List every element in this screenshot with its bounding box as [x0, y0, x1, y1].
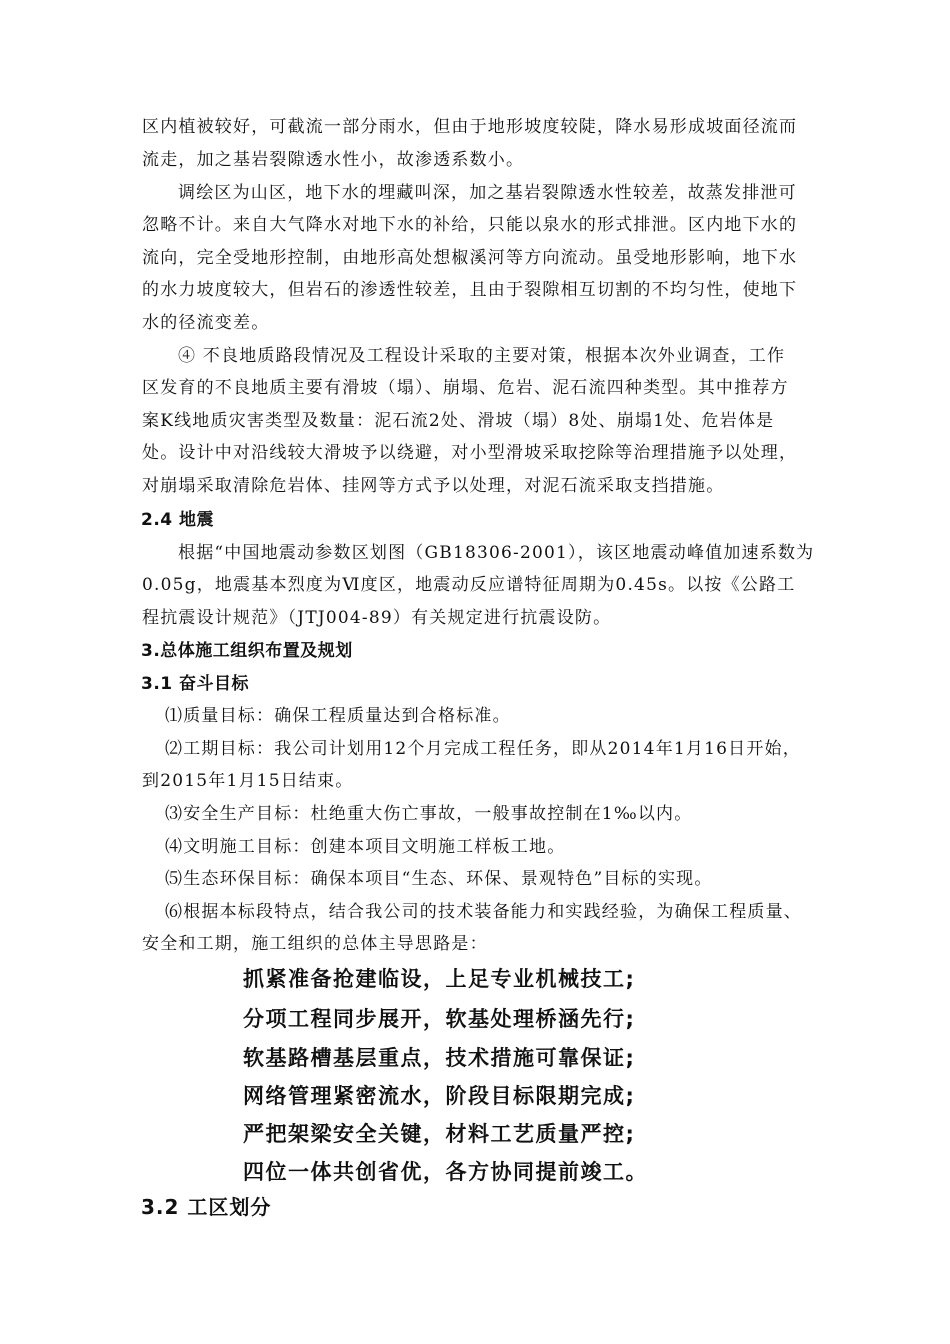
- list-item-continuation: 安全和工期，施工组织的总体主导思路是：: [142, 934, 488, 954]
- slogan-line: 分项工程同步展开，软基处理桥涵先行;: [243, 1007, 636, 1031]
- list-item: ⑹根据本标段特点，结合我公司的技术装备能力和实践经验，为确保工程质量、: [165, 902, 802, 922]
- list-item: ⑴质量目标：确保工程质量达到合格标准。: [165, 706, 511, 726]
- paragraph-line: 水的径流变差。: [142, 313, 270, 333]
- list-item-continuation: 到2015年1月15日结束。: [142, 771, 354, 791]
- paragraph-line: 调绘区为山区，地下水的埋藏叫深，加之基岩裂隙透水性较差，故蒸发排泄可: [178, 183, 797, 203]
- paragraph-line: 程抗震设计规范》（JTJ004-89）有关规定进行抗震设防。: [142, 608, 612, 628]
- slogan-line: 软基路槽基层重点，技术措施可靠保证;: [243, 1046, 636, 1070]
- section-heading-3-2: 3.2 工区划分: [141, 1195, 272, 1219]
- section-heading-3: 3.总体施工组织布置及规划: [141, 641, 353, 661]
- slogan-line: 网络管理紧密流水，阶段目标限期完成;: [243, 1084, 636, 1108]
- paragraph-line: 根据“中国地震动参数区划图（GB18306-2001），该区地震动峰值加速系数为: [178, 543, 815, 563]
- slogan-line: 抓紧准备抢建临设，上足专业机械技工;: [243, 967, 636, 991]
- paragraph-line: ④ 不良地质路段情况及工程设计采取的主要对策，根据本次外业调查，工作: [178, 346, 786, 366]
- list-item: ⑶安全生产目标：杜绝重大伤亡事故，一般事故控制在1‰以内。: [165, 804, 693, 824]
- slogan-line: 严把架梁安全关键，材料工艺质量严控;: [243, 1122, 636, 1146]
- paragraph-line: 流向，完全受地形控制，由地形高处想椒溪河等方向流动。虽受地形影响，地下水: [142, 248, 798, 268]
- paragraph-line: 的水力坡度较大，但岩石的渗透性较差，且由于裂隙相互切割的不均匀性，使地下: [142, 280, 798, 300]
- paragraph-line: 区内植被较好，可截流一部分雨水，但由于地形坡度较陡，降水易形成坡面径流而: [142, 117, 798, 137]
- paragraph-line: 案K线地质灾害类型及数量：泥石流2处、滑坡（塌）8处、崩塌1处、危岩体是: [142, 411, 775, 431]
- paragraph-line: 区发育的不良地质主要有滑坡（塌）、崩塌、危岩、泥石流四种类型。其中推荐方: [142, 378, 789, 398]
- list-item: ⑸生态环保目标：确保本项目“生态、环保、景观特色”目标的实现。: [165, 869, 713, 889]
- list-item: ⑵工期目标：我公司计划用12个月完成工程任务，即从2014年1月16日开始，: [165, 739, 801, 759]
- section-heading-3-1: 3.1 奋斗目标: [141, 674, 250, 694]
- paragraph-line: 处。设计中对沿线较大滑坡予以绕避，对小型滑坡采取挖除等治理措施予以处理，: [142, 443, 798, 463]
- section-heading-2-4: 2.4 地震: [141, 510, 215, 530]
- paragraph-line: 对崩塌采取清除危岩体、挂网等方式予以处理，对泥石流采取支挡措施。: [142, 476, 725, 496]
- paragraph-line: 忽略不计。来自大气降水对地下水的补给，只能以泉水的形式排泄。区内地下水的: [142, 215, 798, 235]
- slogan-line: 四位一体共创省优，各方协同提前竣工。: [243, 1160, 648, 1184]
- paragraph-line: 流走，加之基岩裂隙透水性小，故渗透系数小。: [142, 150, 525, 170]
- list-item: ⑷文明施工目标：创建本项目文明施工样板工地。: [165, 837, 566, 857]
- paragraph-line: 0.05g，地震基本烈度为Ⅵ度区，地震动反应谱特征周期为0.45s。以按《公路工: [142, 575, 796, 595]
